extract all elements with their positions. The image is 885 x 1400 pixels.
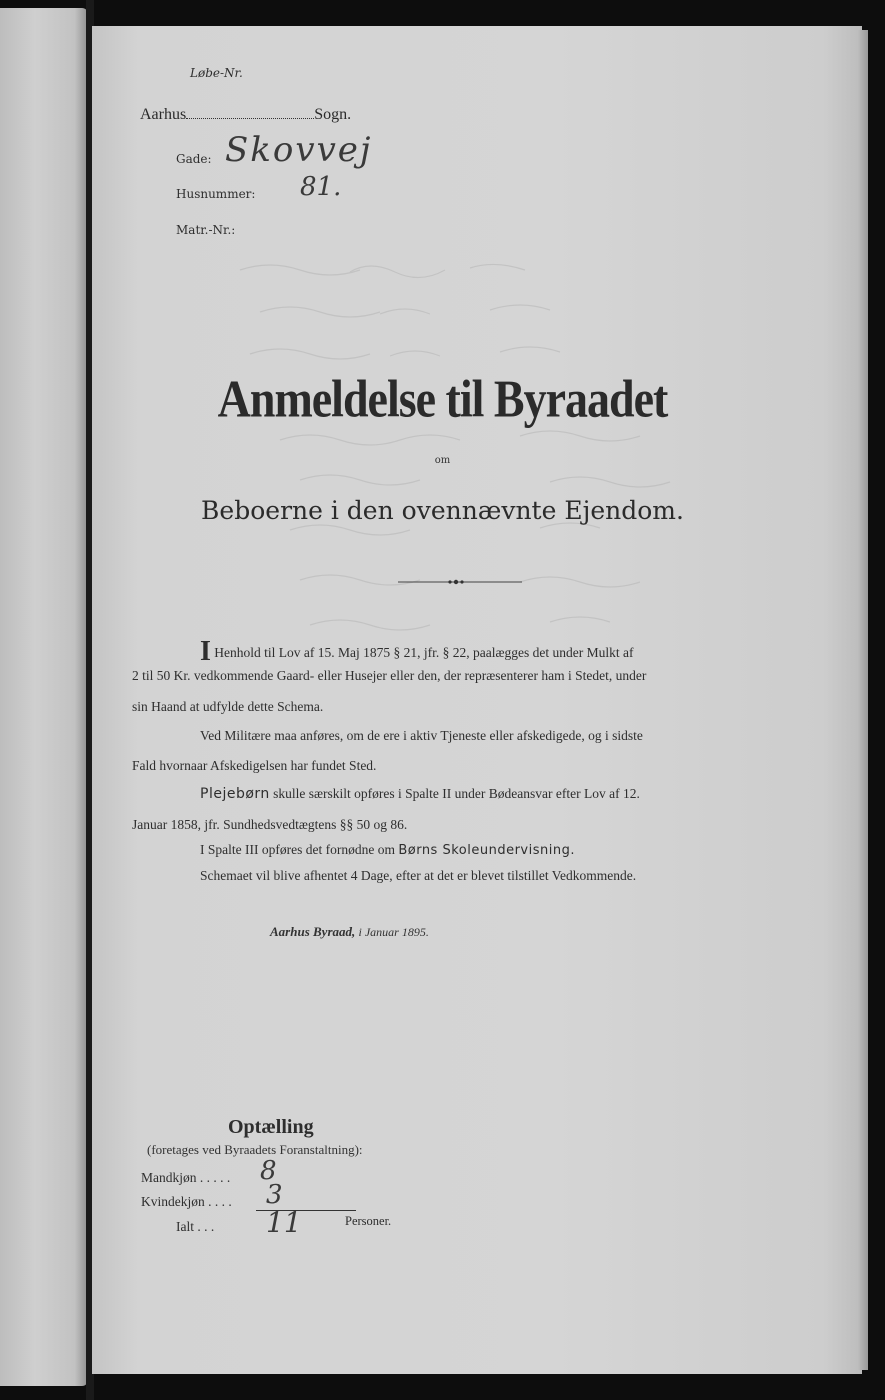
- instruction-p1-line2: 2 til 50 Kr. vedkommende Gaard- eller Husejer eller den, der repræsenterer ham i Stedet, under: [132, 668, 647, 683]
- left-page-edge: [0, 8, 88, 1386]
- p3-line1-rest: skulle særskilt opføres i Spalte II under Bødeansvar efter Lov af 12.: [273, 786, 640, 801]
- count-subtitle: (foretages ved Byraadets Foranstaltning):: [147, 1142, 363, 1157]
- document-subtitle: Beboerne i den ovennævnte Ejendom.: [201, 496, 684, 525]
- ornament-divider: [398, 579, 522, 585]
- instruction-p3-line2: Januar 1858, jfr. Sundhedsvedtægtens §§ 50 og 86.: [132, 817, 408, 832]
- instruction-p4: [200, 842, 575, 858]
- count-title: Optælling: [228, 1116, 314, 1138]
- total-label: Ialt . . .: [176, 1219, 215, 1234]
- men-value-handwritten: 8: [260, 1156, 277, 1186]
- instruction-p1-line3: sin Haand at udfylde dette Schema.: [132, 699, 324, 714]
- plejeborn-lead: Plejebørn: [200, 786, 270, 802]
- loebe-nr-label: Løbe-Nr.: [190, 66, 243, 80]
- instruction-p2-line1: Ved Militære maa anføres, om de ere i aktiv Tjeneste eller afskedigede, og i sidste: [200, 728, 643, 743]
- drop-initial: I: [200, 636, 211, 667]
- parish-line: [140, 106, 351, 124]
- bleed-through-marks: [220, 230, 860, 650]
- total-suffix: Personer.: [345, 1214, 392, 1228]
- p1-line1-text: Henhold til Lov af 15. Maj 1875 § 21, jfr. § 22, paalægges det under Mulkt af: [214, 645, 634, 660]
- women-value-handwritten: 3: [266, 1180, 283, 1210]
- parish-suffix: Sogn.: [314, 106, 352, 123]
- parish-blank: [186, 118, 314, 119]
- p4-start: I Spalte III opføres det fornødne om: [200, 842, 395, 857]
- parish-prefix: Aarhus: [140, 106, 187, 123]
- house-number-value-handwritten: 81.: [300, 172, 342, 202]
- instruction-p1-line1: [200, 636, 633, 668]
- issuer: Aarhus Byraad,: [270, 924, 356, 939]
- house-number-label: Husnummer:: [176, 187, 256, 201]
- matr-nr-label: Matr.-Nr.:: [176, 223, 236, 237]
- men-label: Mandkjøn . . . . .: [141, 1170, 231, 1185]
- instruction-p3-line1: [200, 786, 640, 802]
- instruction-p5: Schemaet vil blive afhentet 4 Dage, efter at det er blevet tilstillet Vedkommende.: [200, 868, 637, 883]
- p4-emphasis: Børns Skoleundervisning.: [398, 843, 575, 858]
- instruction-p2-line2: Fald hvornaar Afskedigelsen har fundet Sted.: [132, 758, 377, 773]
- street-value-handwritten: Skovvej: [225, 130, 373, 170]
- document-title: Anmeldelse til Byraadet: [217, 369, 668, 428]
- street-label: Gade:: [176, 152, 212, 166]
- issue-date: i Januar 1895.: [358, 925, 429, 939]
- om-connector: om: [434, 455, 451, 466]
- total-value-handwritten: 11: [266, 1206, 302, 1239]
- issuer-signature-line: [270, 924, 429, 940]
- women-label: Kvindekjøn . . . .: [141, 1194, 232, 1209]
